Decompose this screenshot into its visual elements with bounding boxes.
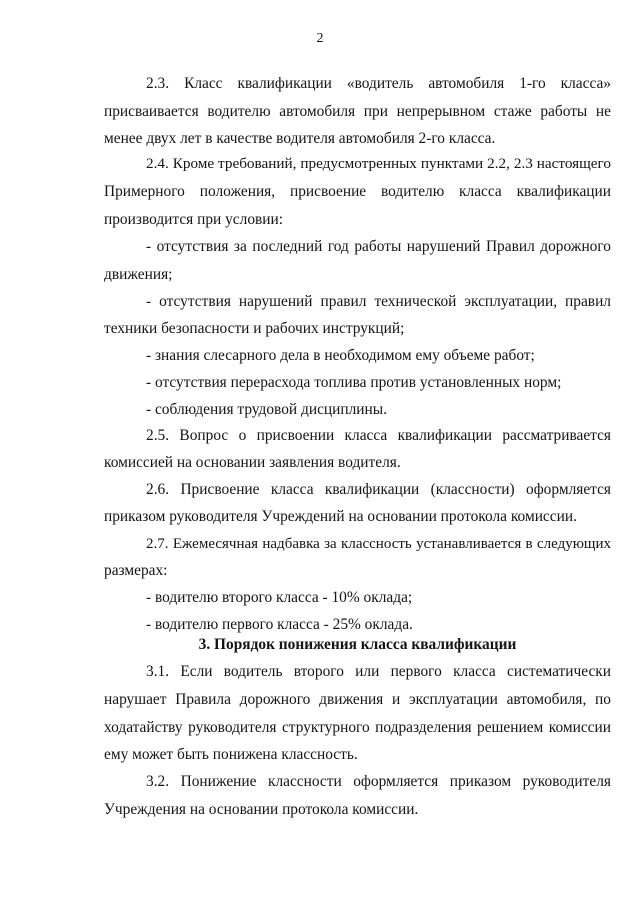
text-line: комиссией на основании заявления водителя. bbox=[104, 454, 401, 471]
text-line: ему может быть понижена классность. bbox=[104, 746, 358, 763]
text-line: приказом руководителя Учреждений на основании протокола комиссии. bbox=[104, 508, 577, 525]
list-item: - отсутствия нарушений правил технической эксплуатации, правил bbox=[146, 293, 611, 310]
page-number: 2 bbox=[316, 31, 324, 46]
text-line: производится при условии: bbox=[104, 211, 284, 228]
text-line: 2.3. Класс квалификации «водитель автомобиля 1-го класса» bbox=[146, 75, 611, 92]
text-line: размерах: bbox=[104, 562, 168, 579]
text-line: 3.1. Если водитель второго или первого класса систематически bbox=[146, 663, 611, 680]
text-line: менее двух лет в качестве водителя автомобиля 2-го класса. bbox=[104, 130, 496, 147]
list-item: - отсутствия за последний год работы нарушений Правил дорожного bbox=[146, 238, 611, 255]
section-heading: 3. Порядок понижения класса квалификации bbox=[198, 636, 517, 653]
text-line: ходатайству руководителя структурного подразделения решением комиссии bbox=[104, 719, 611, 736]
text-line: Учреждения на основании протокола комиссии. bbox=[104, 801, 419, 818]
list-item: - отсутствия перерасхода топлива против установленных норм; bbox=[146, 374, 562, 391]
list-item: - водителю второго класса - 10% оклада; bbox=[146, 589, 413, 606]
list-item: - соблюдения трудовой дисциплины. bbox=[146, 401, 387, 418]
text-line: Примерного положения, присвоение водителю класса квалификации bbox=[104, 183, 611, 200]
text-line: 2.5. Вопрос о присвоении класса квалификации рассматривается bbox=[146, 427, 611, 444]
text-line: 2.4. Кроме требований, предусмотренных пунктами 2.2, 2.3 настоящего bbox=[146, 155, 611, 172]
text-line: техники безопасности и рабочих инструкций; bbox=[104, 320, 405, 337]
text-line: движения; bbox=[104, 266, 173, 283]
list-item: - знания слесарного дела в необходимом ему объеме работ; bbox=[146, 347, 535, 364]
text-line: 2.7. Ежемесячная надбавка за классность устанавливается в следующих bbox=[146, 536, 611, 552]
text-line: 3.2. Понижение классности оформляется приказом руководителя bbox=[146, 773, 611, 790]
text-line: нарушает Правила дорожного движения и эксплуатации автомобиля, по bbox=[104, 691, 611, 708]
text-line: присваивается водителю автомобиля при непрерывном стаже работы не bbox=[104, 103, 611, 120]
list-item: - водителю первого класса - 25% оклада. bbox=[146, 616, 413, 633]
text-line: 2.6. Присвоение класса квалификации (классности) оформляется bbox=[146, 481, 611, 498]
